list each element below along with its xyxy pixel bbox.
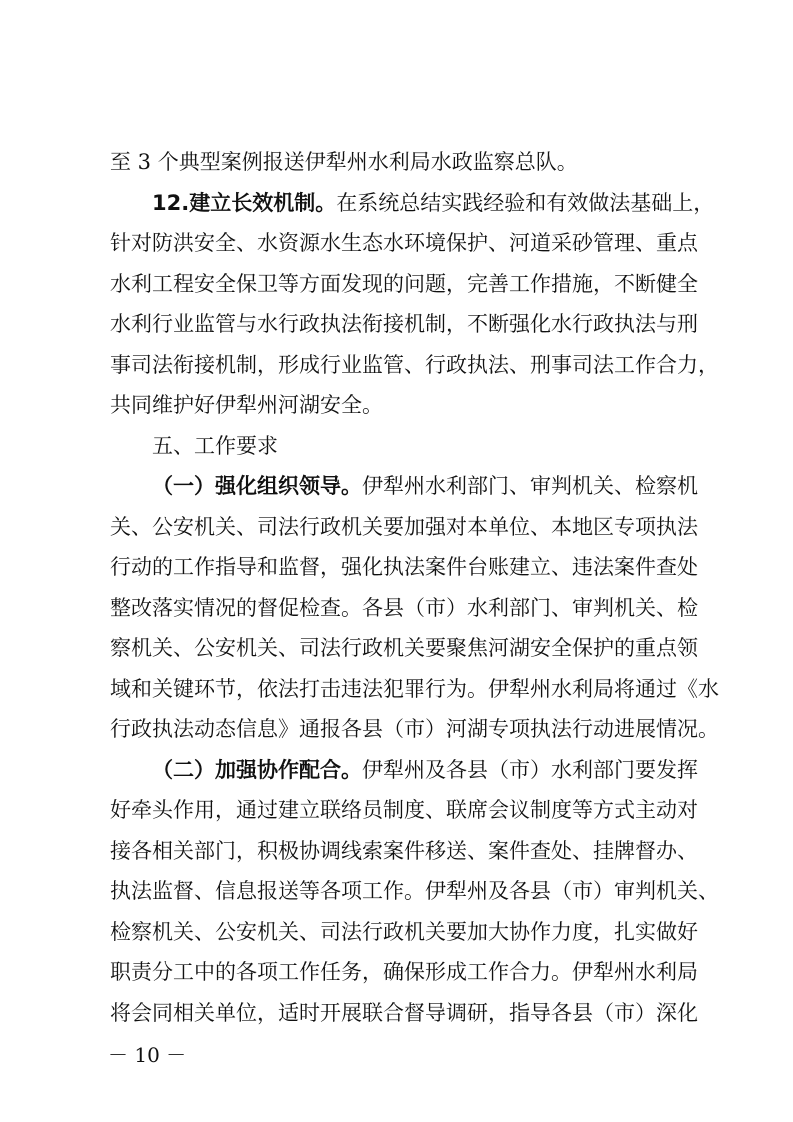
body-line [110,588,698,628]
line-text: 水利行业监管与水行政执法衔接机制，不断强化水行政执法与刑 [110,312,698,336]
body-line [110,871,719,911]
line-text: 行政执法动态信息》通报各县（市）河湖专项执法行动进展情况。 [110,717,719,741]
section-heading [152,426,690,466]
page-number: － 10 － [108,1043,187,1067]
body-line [110,142,690,182]
body-line [110,912,698,952]
body-line [110,790,698,830]
body-line [152,466,698,506]
line-text: 检察机关、公安机关、司法行政机关要加大协作力度，扎实做好 [110,919,698,944]
line-text: 职责分工中的各项工作任务，确保形成工作合力。伊犁州水利局 [110,960,698,984]
item-heading: （二）加强协作配合。 [152,757,362,782]
line-text: 事司法衔接机制，形成行业监管、行政执法、刑事司法工作合力， [110,352,719,377]
body-line [110,223,698,263]
body-line [152,183,715,223]
body-line [110,264,698,304]
body-line [110,993,698,1033]
body-line [110,304,698,344]
section-heading-text: 五、工作要求 [152,433,278,458]
item-heading: 12.建立长效机制。 [152,190,337,215]
body-line [110,952,698,992]
line-text: 伊犁州及各县（市）水利部门要发挥 [362,757,698,782]
body-line [152,750,698,790]
item-heading: （一）强化组织领导。 [152,474,362,498]
line-text: 针对防洪安全、水资源水生态水环境保护、河道采砂管理、重点 [110,231,698,255]
line-text: 水利工程安全保卫等方面发现的问题，完善工作措施，不断健全 [110,271,698,296]
body-line [110,507,698,547]
body-line [110,669,719,709]
line-text: 将会同相关单位，适时开展联合督导调研，指导各县（市）深化 [110,1000,698,1025]
body-line [110,628,698,668]
line-text: 伊犁州水利部门、审判机关、检察机 [362,474,698,498]
line-text: 行动的工作指导和监督，强化执法案件台账建立、违法案件查处 [110,555,698,579]
body-line [110,709,719,749]
line-text: 执法监督、信息报送等各项工作。伊犁州及各县（市）审判机关、 [110,879,719,903]
body-line [110,547,698,587]
body-line [110,345,719,385]
line-text: 在系统总结实践经验和有效做法基础上， [336,190,715,215]
body-line [110,831,698,871]
line-text: 整改落实情况的督促检查。各县（市）水利部门、审判机关、检 [110,595,698,620]
line-text: 域和关键环节，依法打击违法犯罪行为。伊犁州水利局将通过《水 [110,676,719,701]
body-line [110,385,690,425]
line-text: 察机关、公安机关、司法行政机关要聚焦河湖安全保护的重点领 [110,636,698,660]
line-text: 接各相关部门，积极协调线索案件移送、案件查处、挂牌督办、 [110,838,698,863]
line-text: 共同维护好伊犁州河湖安全。 [110,393,383,417]
line-text: 关、公安机关、司法行政机关要加强对本单位、本地区专项执法 [110,514,698,539]
line-text: 好牵头作用，通过建立联络员制度、联席会议制度等方式主动对 [110,798,698,822]
line-text: 至 3 个典型案例报送伊犁州水利局水政监察总队。 [110,150,578,174]
